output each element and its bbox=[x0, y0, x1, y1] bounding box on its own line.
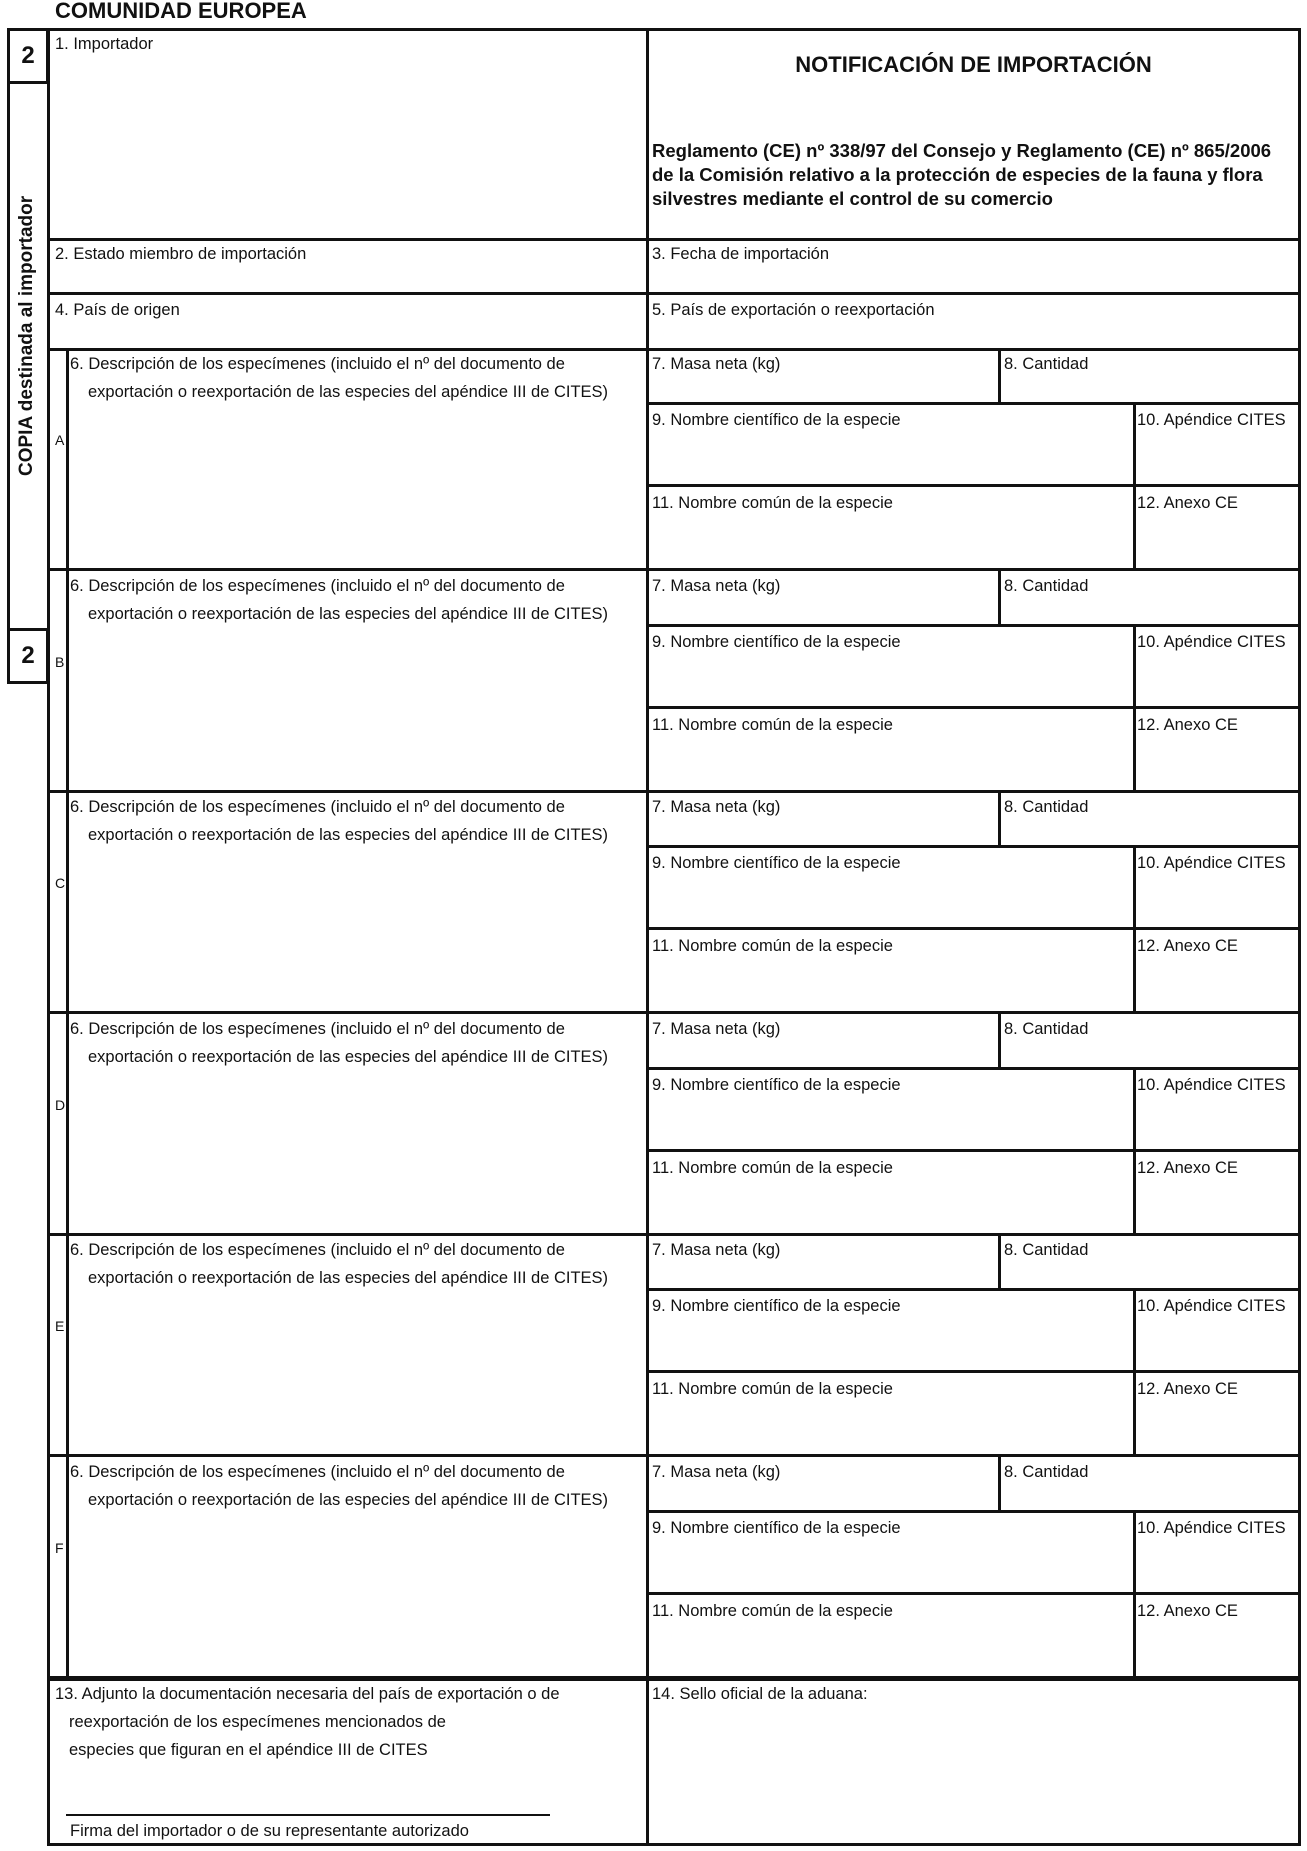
mass-quantity-divider bbox=[998, 348, 1001, 404]
regulation-line: Reglamento (CE) nº 338/97 del Consejo y Reglamento (CE) nº 865/2006 bbox=[652, 140, 1272, 161]
section-margin-line bbox=[66, 1234, 69, 1456]
ec-annex-label: 12. Anexo CE bbox=[1137, 937, 1238, 955]
quantity-label: 8. Cantidad bbox=[1004, 577, 1089, 595]
mass-label: 7. Masa neta (kg) bbox=[652, 577, 781, 595]
row-line bbox=[646, 402, 1301, 405]
copy-number: 2 bbox=[21, 42, 35, 69]
quantity-label: 8. Cantidad bbox=[1004, 355, 1089, 373]
cites-appendix-label: 10. Apéndice CITES bbox=[1137, 411, 1286, 429]
row-line bbox=[646, 1370, 1301, 1373]
specimen-section-b bbox=[0, 570, 1307, 792]
regulation-line: de la Comisión relativo a la protección de especies de la fauna y flora bbox=[652, 164, 1263, 185]
row-line bbox=[646, 845, 1301, 848]
description-label bbox=[70, 1015, 608, 1071]
mass-label: 7. Masa neta (kg) bbox=[652, 1463, 781, 1481]
common-name-label: 11. Nombre común de la especie bbox=[652, 716, 893, 734]
ec-annex-label: 12. Anexo CE bbox=[1137, 494, 1238, 512]
description-line: 6. Descripción de los especímenes (incluido el nº del documento de bbox=[70, 1463, 565, 1481]
mass-quantity-divider bbox=[998, 1456, 1001, 1512]
signature-line bbox=[66, 1814, 550, 1816]
specimen-section-a bbox=[0, 348, 1307, 570]
section-letter: A bbox=[55, 432, 65, 448]
signature-label: Firma del importador o de su representante autorizado bbox=[70, 1822, 469, 1840]
section-divider bbox=[646, 570, 649, 792]
declaration-line: especies que figuran en el apéndice III de CITES bbox=[69, 1741, 428, 1759]
ec-annex-label: 12. Anexo CE bbox=[1137, 1380, 1238, 1398]
quantity-label: 8. Cantidad bbox=[1004, 1463, 1089, 1481]
section-letter: D bbox=[55, 1097, 66, 1113]
row-line bbox=[646, 927, 1301, 930]
description-line: 6. Descripción de los especímenes (incluido el nº del documento de bbox=[70, 1241, 565, 1259]
description-line: exportación o reexportación de las especies del apéndice III de CITES) bbox=[88, 1048, 609, 1066]
row-line bbox=[646, 706, 1301, 709]
row-line bbox=[646, 484, 1301, 487]
community-title: COMUNIDAD EUROPEA bbox=[55, 0, 307, 23]
declaration-line: reexportación de los especímenes mencionados de bbox=[69, 1713, 446, 1731]
mass-label: 7. Masa neta (kg) bbox=[652, 1241, 781, 1259]
common-name-label: 11. Nombre común de la especie bbox=[652, 937, 893, 955]
common-name-label: 11. Nombre común de la especie bbox=[652, 494, 893, 512]
mass-quantity-divider bbox=[998, 1013, 1001, 1069]
specimen-section-d bbox=[0, 1013, 1307, 1235]
description-line: exportación o reexportación de las especies del apéndice III de CITES) bbox=[88, 383, 609, 401]
description-line: exportación o reexportación de las especies del apéndice III de CITES) bbox=[88, 1491, 609, 1509]
description-label bbox=[70, 572, 608, 628]
section-divider bbox=[646, 348, 649, 570]
side-label: COPIA destinada al importador bbox=[16, 195, 37, 476]
description-line: 6. Descripción de los especímenes (incluido el nº del documento de bbox=[70, 1020, 565, 1038]
section-margin-line bbox=[66, 1013, 69, 1235]
cites-appendix-label: 10. Apéndice CITES bbox=[1137, 1076, 1286, 1094]
ec-annex-label: 12. Anexo CE bbox=[1137, 1602, 1238, 1620]
quantity-label: 8. Cantidad bbox=[1004, 1241, 1089, 1259]
description-label bbox=[70, 350, 608, 406]
description-label bbox=[70, 1458, 608, 1514]
scientific-name-label: 9. Nombre científico de la especie bbox=[652, 411, 901, 429]
section-margin-line bbox=[66, 1456, 69, 1678]
scientific-name-label: 9. Nombre científico de la especie bbox=[652, 1297, 901, 1315]
description-line: exportación o reexportación de las especies del apéndice III de CITES) bbox=[88, 1269, 609, 1287]
quantity-label: 8. Cantidad bbox=[1004, 1020, 1089, 1038]
member-state-label: 2. Estado miembro de importación bbox=[55, 245, 307, 263]
mass-quantity-divider bbox=[998, 1234, 1001, 1290]
quantity-label: 8. Cantidad bbox=[1004, 798, 1089, 816]
specimen-section-c bbox=[0, 791, 1307, 1013]
row-line bbox=[646, 1067, 1301, 1070]
export-country-label: 5. País de exportación o reexportación bbox=[652, 301, 935, 319]
form-title: NOTIFICACIÓN DE IMPORTACIÓN bbox=[795, 52, 1152, 77]
specimen-section-e bbox=[0, 1234, 1307, 1456]
scientific-name-label: 9. Nombre científico de la especie bbox=[652, 1519, 901, 1537]
description-line: exportación o reexportación de las especies del apéndice III de CITES) bbox=[88, 826, 609, 844]
declaration-line: 13. Adjunto la documentación necesaria del país de exportación o de bbox=[55, 1685, 560, 1703]
scientific-name-label: 9. Nombre científico de la especie bbox=[652, 854, 901, 872]
row-line bbox=[646, 1149, 1301, 1152]
row-line bbox=[646, 624, 1301, 627]
section-letter: C bbox=[55, 875, 66, 891]
section-letter: F bbox=[55, 1540, 64, 1556]
cites-appendix-label: 10. Apéndice CITES bbox=[1137, 1519, 1286, 1537]
cites-appendix-label: 10. Apéndice CITES bbox=[1137, 1297, 1286, 1315]
mass-label: 7. Masa neta (kg) bbox=[652, 1020, 781, 1038]
title-panel bbox=[646, 28, 1301, 241]
copy-number-bottom: 2 bbox=[21, 642, 35, 669]
section-divider bbox=[646, 1013, 649, 1235]
description-line: exportación o reexportación de las especies del apéndice III de CITES) bbox=[88, 605, 609, 623]
description-line: 6. Descripción de los especímenes (incluido el nº del documento de bbox=[70, 577, 565, 595]
common-name-label: 11. Nombre común de la especie bbox=[652, 1602, 893, 1620]
customs-stamp-label: 14. Sello oficial de la aduana: bbox=[652, 1685, 868, 1703]
common-name-label: 11. Nombre común de la especie bbox=[652, 1380, 893, 1398]
importer-label: 1. Importador bbox=[55, 35, 154, 53]
description-label bbox=[70, 793, 608, 849]
description-line: 6. Descripción de los especímenes (incluido el nº del documento de bbox=[70, 355, 565, 373]
footer-divider bbox=[646, 1678, 649, 1846]
row-line bbox=[646, 1592, 1301, 1595]
specimen-section-f bbox=[0, 1456, 1307, 1678]
origin-label: 4. País de origen bbox=[55, 301, 180, 319]
section-divider bbox=[646, 1234, 649, 1456]
row-line bbox=[47, 292, 1301, 295]
copy-number-box bbox=[7, 28, 49, 84]
scientific-name-label: 9. Nombre científico de la especie bbox=[652, 633, 901, 651]
mass-quantity-divider bbox=[998, 570, 1001, 626]
scientific-name-label: 9. Nombre científico de la especie bbox=[652, 1076, 901, 1094]
regulation-text bbox=[652, 139, 1271, 211]
ec-annex-label: 12. Anexo CE bbox=[1137, 716, 1238, 734]
ec-annex-label: 12. Anexo CE bbox=[1137, 1159, 1238, 1177]
section-letter: E bbox=[55, 1318, 65, 1334]
mass-label: 7. Masa neta (kg) bbox=[652, 798, 781, 816]
row-line bbox=[646, 1288, 1301, 1291]
section-divider bbox=[646, 1456, 649, 1678]
regulation-line: silvestres mediante el control de su comercio bbox=[652, 188, 1053, 209]
cites-appendix-label: 10. Apéndice CITES bbox=[1137, 633, 1286, 651]
section-divider bbox=[646, 791, 649, 1013]
section-margin-line bbox=[66, 348, 69, 570]
section-letter: B bbox=[55, 654, 65, 670]
mass-label: 7. Masa neta (kg) bbox=[652, 355, 781, 373]
section-margin-line bbox=[66, 791, 69, 1013]
import-date-label: 3. Fecha de importación bbox=[652, 245, 830, 263]
mass-quantity-divider bbox=[998, 791, 1001, 847]
section-margin-line bbox=[66, 570, 69, 792]
cites-appendix-label: 10. Apéndice CITES bbox=[1137, 854, 1286, 872]
declaration-text bbox=[55, 1680, 560, 1764]
row-line bbox=[646, 1510, 1301, 1513]
description-line: 6. Descripción de los especímenes (incluido el nº del documento de bbox=[70, 798, 565, 816]
common-name-label: 11. Nombre común de la especie bbox=[652, 1159, 893, 1177]
description-label bbox=[70, 1236, 608, 1292]
